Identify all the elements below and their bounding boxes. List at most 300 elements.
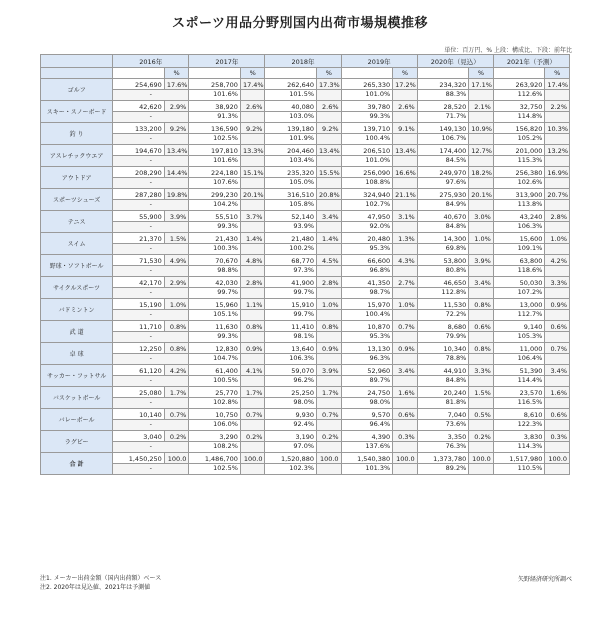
growth-cell: 99.3% — [189, 332, 241, 343]
growth-cell: 84.8% — [417, 222, 469, 233]
growth-cell: 112.6% — [493, 90, 545, 101]
growth-cell: 76.3% — [417, 442, 469, 453]
value-cell: 41,900 — [265, 277, 317, 288]
category-label: バドミントン — [41, 299, 113, 321]
growth-spacer — [317, 156, 342, 167]
growth-spacer — [545, 156, 570, 167]
value-cell: 44,910 — [417, 365, 469, 376]
growth-spacer — [240, 420, 265, 431]
share-cell: 1.0% — [164, 299, 189, 310]
value-cell: 55,510 — [189, 211, 241, 222]
share-cell: 0.8% — [469, 343, 494, 354]
category-label: バレーボール — [41, 409, 113, 431]
growth-cell: 102.6% — [493, 178, 545, 189]
table-row — [41, 464, 570, 475]
share-cell: 1.7% — [317, 387, 342, 398]
share-cell: 20.1% — [469, 189, 494, 200]
growth-cell: 112.7% — [493, 310, 545, 321]
growth-spacer — [469, 266, 494, 277]
share-cell: 1.0% — [545, 233, 570, 244]
share-cell: 18.2% — [469, 167, 494, 178]
growth-spacer — [317, 112, 342, 123]
value-cell: 13,000 — [493, 299, 545, 310]
growth-spacer — [317, 288, 342, 299]
category-label: 卓 球 — [41, 343, 113, 365]
growth-cell: 100.4% — [341, 310, 393, 321]
share-cell: 4.9% — [164, 255, 189, 266]
table-row — [41, 277, 570, 288]
growth-cell: 101.9% — [265, 134, 317, 145]
value-cell: 299,230 — [189, 189, 241, 200]
table-row — [41, 332, 570, 343]
share-cell: 1.4% — [317, 233, 342, 244]
growth-cell: 105.1% — [189, 310, 241, 321]
category-label: 野球・ソフトボール — [41, 255, 113, 277]
value-subheader — [189, 68, 241, 79]
share-cell: 0.9% — [545, 299, 570, 310]
value-cell: 254,690 — [113, 79, 165, 90]
year-header: 2018年 — [265, 55, 341, 68]
table-row — [41, 145, 570, 156]
value-cell: 41,350 — [341, 277, 393, 288]
growth-cell: 92.4% — [265, 420, 317, 431]
table-row — [41, 244, 570, 255]
growth-spacer — [317, 376, 342, 387]
growth-cell: 122.3% — [493, 420, 545, 431]
growth-spacer — [240, 310, 265, 321]
growth-cell: 108.2% — [189, 442, 241, 453]
share-cell: 0.7% — [164, 409, 189, 420]
share-cell: 0.7% — [393, 321, 418, 332]
share-cell: 13.2% — [545, 145, 570, 156]
category-label: アスレチックウエア — [41, 145, 113, 167]
table-row — [41, 288, 570, 299]
table-row — [41, 343, 570, 354]
share-cell: 16.9% — [545, 167, 570, 178]
growth-spacer — [393, 354, 418, 365]
growth-placeholder: - — [113, 288, 189, 299]
category-label: スイム — [41, 233, 113, 255]
growth-spacer — [240, 134, 265, 145]
growth-cell: 98.1% — [265, 332, 317, 343]
category-label: 釣 り — [41, 123, 113, 145]
value-cell: 206,510 — [341, 145, 393, 156]
growth-placeholder: - — [113, 156, 189, 167]
value-cell: 14,300 — [417, 233, 469, 244]
growth-spacer — [240, 90, 265, 101]
value-cell: 201,000 — [493, 145, 545, 156]
growth-spacer — [317, 200, 342, 211]
value-subheader — [265, 68, 317, 79]
growth-cell: 102.5% — [189, 464, 241, 475]
table-row — [41, 321, 570, 332]
value-cell: 15,970 — [341, 299, 393, 310]
growth-placeholder: - — [113, 90, 189, 101]
category-label: バスケットボール — [41, 387, 113, 409]
growth-cell: 96.4% — [341, 420, 393, 431]
growth-spacer — [240, 178, 265, 189]
value-cell: 42,170 — [113, 277, 165, 288]
value-cell: 15,910 — [265, 299, 317, 310]
share-cell: 1.5% — [164, 233, 189, 244]
category-label: アウトドア — [41, 167, 113, 189]
growth-spacer — [240, 288, 265, 299]
share-cell: 13.4% — [164, 145, 189, 156]
growth-placeholder: - — [113, 134, 189, 145]
share-cell: 0.6% — [545, 321, 570, 332]
growth-cell: 101.0% — [341, 90, 393, 101]
value-cell: 40,670 — [417, 211, 469, 222]
growth-spacer — [317, 134, 342, 145]
share-cell: 100.0 — [545, 453, 570, 464]
value-cell: 21,370 — [113, 233, 165, 244]
growth-cell: 105.2% — [493, 134, 545, 145]
share-cell: 1.7% — [164, 387, 189, 398]
growth-spacer — [469, 288, 494, 299]
growth-placeholder: - — [113, 376, 189, 387]
category-label: スポーツシューズ — [41, 189, 113, 211]
value-cell: 313,900 — [493, 189, 545, 200]
growth-cell: 97.0% — [265, 442, 317, 453]
value-cell: 265,330 — [341, 79, 393, 90]
year-header: 2017年 — [189, 55, 265, 68]
share-cell: 20.8% — [317, 189, 342, 200]
growth-placeholder: - — [113, 442, 189, 453]
growth-cell: 81.8% — [417, 398, 469, 409]
share-cell: 100.0 — [393, 453, 418, 464]
value-cell: 1,517,980 — [493, 453, 545, 464]
value-cell: 136,590 — [189, 123, 241, 134]
growth-cell: 100.4% — [341, 134, 393, 145]
share-cell: 9.2% — [240, 123, 265, 134]
share-cell: 1.7% — [240, 387, 265, 398]
growth-spacer — [393, 464, 418, 475]
share-cell: 3.9% — [164, 211, 189, 222]
growth-spacer — [469, 310, 494, 321]
growth-placeholder: - — [113, 244, 189, 255]
category-label: ラグビー — [41, 431, 113, 453]
growth-spacer — [317, 266, 342, 277]
value-cell: 68,770 — [265, 255, 317, 266]
value-cell: 235,320 — [265, 167, 317, 178]
value-cell: 51,390 — [493, 365, 545, 376]
growth-cell: 99.3% — [189, 222, 241, 233]
share-cell: 3.4% — [317, 211, 342, 222]
value-cell: 10,750 — [189, 409, 241, 420]
share-cell: 0.8% — [164, 321, 189, 332]
growth-cell: 106.3% — [493, 222, 545, 233]
growth-spacer — [545, 134, 570, 145]
growth-cell: 104.7% — [189, 354, 241, 365]
table-row — [41, 233, 570, 244]
share-cell: 14.4% — [164, 167, 189, 178]
growth-cell: 106.4% — [493, 354, 545, 365]
growth-spacer — [469, 354, 494, 365]
category-label: スキー・スノーボード — [41, 101, 113, 123]
value-cell: 139,710 — [341, 123, 393, 134]
growth-spacer — [545, 288, 570, 299]
unit-note: 単位：百万円、% 上段：構成比、下段：前年比 — [444, 47, 572, 54]
growth-spacer — [545, 332, 570, 343]
share-cell: 15.5% — [317, 167, 342, 178]
share-cell: 4.2% — [545, 255, 570, 266]
value-cell: 1,450,250 — [113, 453, 165, 464]
pct-subheader: % — [164, 68, 189, 79]
share-cell: 0.7% — [317, 409, 342, 420]
category-label: 合 計 — [41, 453, 113, 475]
growth-cell: 108.8% — [341, 178, 393, 189]
growth-spacer — [545, 376, 570, 387]
share-cell: 2.6% — [240, 101, 265, 112]
growth-cell: 99.7% — [265, 310, 317, 321]
share-cell: 2.8% — [317, 277, 342, 288]
table-row — [41, 189, 570, 200]
value-cell: 20,480 — [341, 233, 393, 244]
table-row — [41, 354, 570, 365]
growth-cell: 137.6% — [341, 442, 393, 453]
growth-cell: 102.7% — [341, 200, 393, 211]
growth-cell: 114.8% — [493, 112, 545, 123]
value-cell: 4,390 — [341, 431, 393, 442]
value-cell: 52,960 — [341, 365, 393, 376]
growth-spacer — [545, 310, 570, 321]
table-row — [41, 222, 570, 233]
growth-cell: 99.7% — [265, 288, 317, 299]
growth-spacer — [469, 90, 494, 101]
value-cell: 1,373,780 — [417, 453, 469, 464]
source-credit: 矢野経済研究所調べ — [517, 576, 572, 583]
growth-spacer — [240, 244, 265, 255]
market-size-table — [40, 54, 570, 475]
table-row — [41, 178, 570, 189]
value-cell: 3,290 — [189, 431, 241, 442]
corner-cell — [41, 68, 113, 79]
value-cell: 9,930 — [265, 409, 317, 420]
share-cell: 0.8% — [317, 321, 342, 332]
footnote: 注2. 2020年は見込値、2021年は予測値 — [40, 584, 151, 591]
growth-cell: 99.3% — [341, 112, 393, 123]
share-cell: 0.8% — [164, 343, 189, 354]
share-cell: 20.1% — [240, 189, 265, 200]
growth-cell: 106.3% — [265, 354, 317, 365]
growth-cell: 102.8% — [189, 398, 241, 409]
growth-cell: 102.3% — [265, 464, 317, 475]
share-cell: 2.9% — [164, 101, 189, 112]
value-cell: 15,600 — [493, 233, 545, 244]
growth-spacer — [545, 222, 570, 233]
growth-cell: 106.0% — [189, 420, 241, 431]
share-cell: 1.0% — [317, 299, 342, 310]
share-cell: 3.3% — [545, 277, 570, 288]
growth-spacer — [545, 244, 570, 255]
table-row — [41, 387, 570, 398]
growth-cell: 78.8% — [417, 354, 469, 365]
growth-spacer — [393, 420, 418, 431]
value-cell: 70,670 — [189, 255, 241, 266]
value-cell: 7,040 — [417, 409, 469, 420]
growth-placeholder: - — [113, 464, 189, 475]
growth-placeholder: - — [113, 332, 189, 343]
value-cell: 3,190 — [265, 431, 317, 442]
table-row — [41, 123, 570, 134]
value-cell: 287,280 — [113, 189, 165, 200]
value-cell: 234,320 — [417, 79, 469, 90]
growth-spacer — [545, 398, 570, 409]
growth-spacer — [240, 398, 265, 409]
share-cell: 17.2% — [393, 79, 418, 90]
growth-cell: 113.8% — [493, 200, 545, 211]
growth-cell: 101.6% — [189, 90, 241, 101]
share-cell: 1.1% — [240, 299, 265, 310]
share-cell: 2.8% — [545, 211, 570, 222]
growth-cell: 118.6% — [493, 266, 545, 277]
growth-spacer — [240, 200, 265, 211]
share-cell: 1.5% — [469, 387, 494, 398]
share-cell: 3.9% — [469, 255, 494, 266]
growth-cell: 105.0% — [265, 178, 317, 189]
year-header-row — [41, 55, 570, 68]
growth-cell: 73.6% — [417, 420, 469, 431]
pct-header-row — [41, 68, 570, 79]
growth-spacer — [545, 112, 570, 123]
growth-cell: 98.0% — [341, 398, 393, 409]
share-cell: 4.5% — [317, 255, 342, 266]
value-cell: 13,640 — [265, 343, 317, 354]
growth-spacer — [469, 244, 494, 255]
growth-cell: 89.2% — [417, 464, 469, 475]
growth-cell: 96.3% — [341, 354, 393, 365]
value-cell: 52,140 — [265, 211, 317, 222]
share-cell: 0.7% — [545, 343, 570, 354]
growth-spacer — [317, 332, 342, 343]
growth-cell: 104.2% — [189, 200, 241, 211]
growth-spacer — [317, 90, 342, 101]
share-cell: 2.6% — [393, 101, 418, 112]
share-cell: 20.7% — [545, 189, 570, 200]
table-row — [41, 90, 570, 101]
year-header: 2020年（見込） — [417, 55, 493, 68]
growth-spacer — [469, 442, 494, 453]
table-row — [41, 112, 570, 123]
value-cell: 316,510 — [265, 189, 317, 200]
growth-cell: 105.3% — [493, 332, 545, 343]
growth-cell: 114.3% — [493, 442, 545, 453]
growth-spacer — [393, 222, 418, 233]
value-cell: 224,180 — [189, 167, 241, 178]
value-cell: 20,240 — [417, 387, 469, 398]
share-cell: 19.8% — [164, 189, 189, 200]
share-cell: 0.6% — [393, 409, 418, 420]
share-cell: 0.9% — [393, 343, 418, 354]
table-row — [41, 200, 570, 211]
share-cell: 13.4% — [393, 145, 418, 156]
value-cell: 208,290 — [113, 167, 165, 178]
growth-spacer — [317, 222, 342, 233]
category-label: テニス — [41, 211, 113, 233]
value-cell: 10,140 — [113, 409, 165, 420]
value-cell: 32,750 — [493, 101, 545, 112]
growth-spacer — [393, 398, 418, 409]
value-cell: 21,430 — [189, 233, 241, 244]
growth-spacer — [469, 134, 494, 145]
share-cell: 21.1% — [393, 189, 418, 200]
growth-cell: 98.8% — [189, 266, 241, 277]
growth-spacer — [545, 420, 570, 431]
growth-cell: 101.6% — [189, 156, 241, 167]
value-cell: 249,970 — [417, 167, 469, 178]
growth-spacer — [393, 442, 418, 453]
growth-spacer — [317, 398, 342, 409]
value-cell: 11,410 — [265, 321, 317, 332]
value-cell: 63,800 — [493, 255, 545, 266]
value-cell: 12,830 — [189, 343, 241, 354]
growth-placeholder: - — [113, 112, 189, 123]
share-cell: 0.2% — [164, 431, 189, 442]
share-cell: 0.8% — [240, 321, 265, 332]
growth-placeholder: - — [113, 354, 189, 365]
growth-spacer — [317, 420, 342, 431]
share-cell: 9.1% — [393, 123, 418, 134]
share-cell: 10.9% — [469, 123, 494, 134]
growth-spacer — [393, 134, 418, 145]
value-cell: 204,460 — [265, 145, 317, 156]
share-cell: 1.3% — [393, 233, 418, 244]
growth-spacer — [240, 156, 265, 167]
growth-cell: 96.2% — [265, 376, 317, 387]
value-cell: 9,570 — [341, 409, 393, 420]
value-cell: 23,570 — [493, 387, 545, 398]
share-cell: 3.1% — [393, 211, 418, 222]
value-cell: 39,780 — [341, 101, 393, 112]
share-cell: 3.4% — [545, 365, 570, 376]
value-cell: 197,810 — [189, 145, 241, 156]
growth-spacer — [317, 442, 342, 453]
value-cell: 50,030 — [493, 277, 545, 288]
share-cell: 17.1% — [469, 79, 494, 90]
value-cell: 40,080 — [265, 101, 317, 112]
share-cell: 1.6% — [545, 387, 570, 398]
growth-cell: 99.7% — [189, 288, 241, 299]
value-subheader — [493, 68, 545, 79]
growth-cell: 101.0% — [341, 156, 393, 167]
share-cell: 17.4% — [545, 79, 570, 90]
growth-spacer — [240, 376, 265, 387]
growth-cell: 100.3% — [189, 244, 241, 255]
growth-cell: 116.5% — [493, 398, 545, 409]
share-cell: 4.3% — [393, 255, 418, 266]
pct-subheader: % — [317, 68, 342, 79]
growth-cell: 102.5% — [189, 134, 241, 145]
table-row — [41, 442, 570, 453]
growth-spacer — [393, 244, 418, 255]
growth-spacer — [545, 442, 570, 453]
growth-spacer — [469, 332, 494, 343]
growth-spacer — [393, 200, 418, 211]
growth-cell: 92.0% — [341, 222, 393, 233]
growth-spacer — [393, 332, 418, 343]
value-cell: 1,540,380 — [341, 453, 393, 464]
value-cell: 53,800 — [417, 255, 469, 266]
pct-subheader: % — [393, 68, 418, 79]
growth-cell: 84.5% — [417, 156, 469, 167]
value-cell: 10,870 — [341, 321, 393, 332]
share-cell: 0.2% — [469, 431, 494, 442]
growth-cell: 112.8% — [417, 288, 469, 299]
value-cell: 55,900 — [113, 211, 165, 222]
value-cell: 156,820 — [493, 123, 545, 134]
table-row — [41, 255, 570, 266]
growth-spacer — [469, 376, 494, 387]
